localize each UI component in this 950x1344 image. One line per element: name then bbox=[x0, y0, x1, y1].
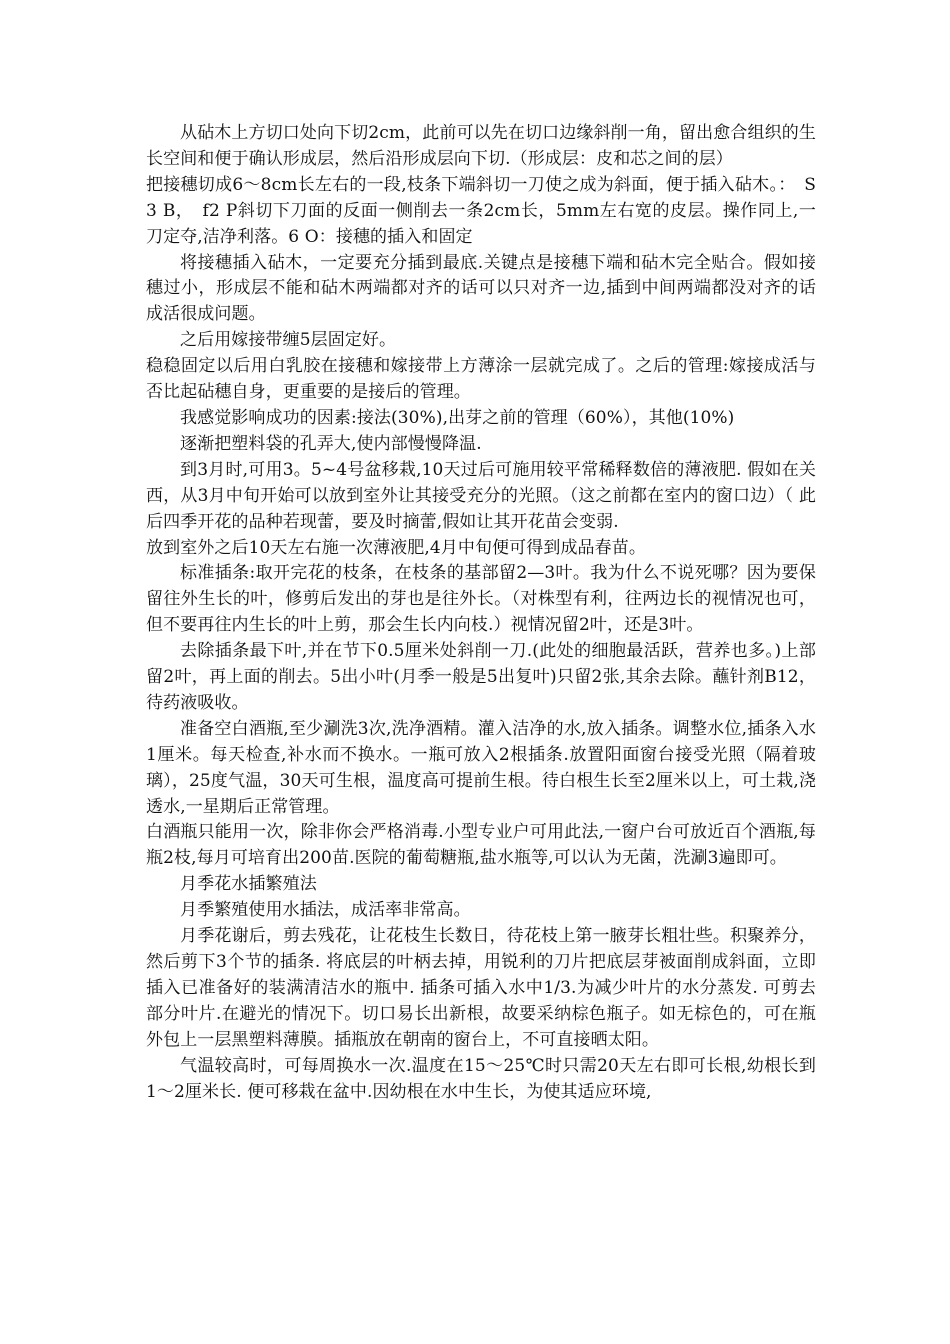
paragraph-success-factors: 我感觉影响成功的因素:接法(30%),出芽之前的管理（60%），其他(10%) bbox=[180, 407, 735, 428]
paragraph-standard-cutting: 标准插条:取开完花的枝条，在枝条的基部留2—3叶。我为什么不说死哪？因为要保留往外生长的叶，修剪后发出的芽也是往外长。（对株型有利，往两边长的视情况也可，但不要再往内生长的叶上剪，那会生长内向枝.）视情况留2叶，还是3叶。 bbox=[146, 563, 816, 636]
section-heading-water-cutting: 月季花水插繁殖法 bbox=[180, 874, 317, 895]
paragraph-white-glue: 稳稳固定以后用白乳胶在接穗和嫁接带上方薄涂一层就完成了。之后的管理:嫁接成活与否比起砧穗自身，更重要的是接后的管理。 bbox=[146, 356, 816, 403]
paragraph-plastic-bag: 逐渐把塑料袋的孔弄大,使内部慢慢降温. bbox=[180, 433, 482, 454]
paragraph-liquor-bottle: 准备空白酒瓶,至少涮洗3次,洗净酒精。灌入洁净的水,放入插条。调整水位,插条入水1厘米。每天检查,补水而不换水。一瓶可放入2根插条.放置阳面窗台接受光照（隔着玻璃），25度气温，30天可生根，温度高可提前生根。待白根生长至2厘米以上，可土栽,浇透水,一星期后正常管理。 bbox=[146, 718, 816, 817]
paragraph-high-temperature: 气温较高时，可每周换水一次.温度在15～25℃时只需20天左右即可长根,幼根长到1～2厘米长. 便可移栽在盆中.因幼根在水中生长，为使其适应环境, bbox=[146, 1055, 816, 1102]
paragraph-bottle-once: 白酒瓶只能用一次，除非你会严格消毒.小型专业户可用此法,一窗户台可放近百个酒瓶,每瓶2枝,每月可培育出200苗.医院的葡萄糖瓶,盐水瓶等,可以认为无菌，洗涮3遍即可。 bbox=[146, 822, 816, 869]
paragraph-scion-insert: 将接穗插入砧木，一定要充分插到最底.关键点是接穗下端和砧木完全贴合。假如接穗过小，形成层不能和砧木两端都对齐的话可以只对齐一边,插到中间两端都没对齐的话成活很成问题。 bbox=[146, 252, 816, 325]
paragraph-scion-cut: 把接穗切成6～8cm长左右的一段,枝条下端斜切一刀使之成为斜面，便于插入砧木。： S3 B， f2 P斜切下刀面的反面一侧削去一条2cm长，5mm左右宽的皮层。操作同上,一刀定夺,洁净利落。6 O：接穗的插入和固定 bbox=[146, 174, 816, 247]
paragraph-grafting-tape: 之后用嫁接带缠5层固定好。 bbox=[180, 330, 397, 351]
paragraph-after-bloom: 月季花谢后，剪去残花，让花枝生长数日，待花枝上第一腋芽长粗壮些。积聚养分，然后剪下3个节的插条. 将底层的叶柄去掉，用锐利的刀片把底层芽被面削成斜面，立即插入已准备好的装满清洁水的瓶中. 插条可插入水中1/3.为减少叶片的水分蒸发. 可剪去部分叶片.在避光的情况下。切口易长出新根，故要采纳棕色瓶子。如无棕色的，可在瓶外包上一层黑塑料薄膜。插瓶放在朝南的窗台上，不可直接晒太阳。 bbox=[146, 926, 816, 1050]
paragraph-march-transplant: 到3月时,可用3。5~4号盆移栽,10天过后可施用较平常稀释数倍的薄液肥. 假如在关西，从3月中旬开始可以放到室外让其接受充分的光照。（这之前都在室内的窗口边）（ 此后四季开花的品种若现蕾，要及时摘蕾,假如让其开花苗会变弱. bbox=[146, 459, 816, 532]
paragraph-rootstock-cut: 从砧木上方切口处向下切2cm，此前可以先在切口边缘斜削一角，留出愈合组织的生长空间和便于确认形成层，然后沿形成层向下切.（形成层：皮和芯之间的层） bbox=[146, 123, 816, 169]
paragraph-outdoor-fertilize: 放到室外之后10天左右施一次薄液肥,4月中旬便可得到成品春苗。 bbox=[146, 537, 646, 558]
paragraph-remove-leaves: 去除插条最下叶,并在节下0.5厘米处斜削一刀.(此处的细胞最活跃，营养也多。)上部留2叶，再上面的削去。5出小叶(月季一般是5出复叶)只留2张,其余去除。蘸针剂B12，待药液吸收。 bbox=[146, 641, 816, 713]
document-body bbox=[146, 121, 816, 1105]
paragraph-water-method: 月季繁殖使用水插法，成活率非常高。 bbox=[180, 900, 471, 921]
